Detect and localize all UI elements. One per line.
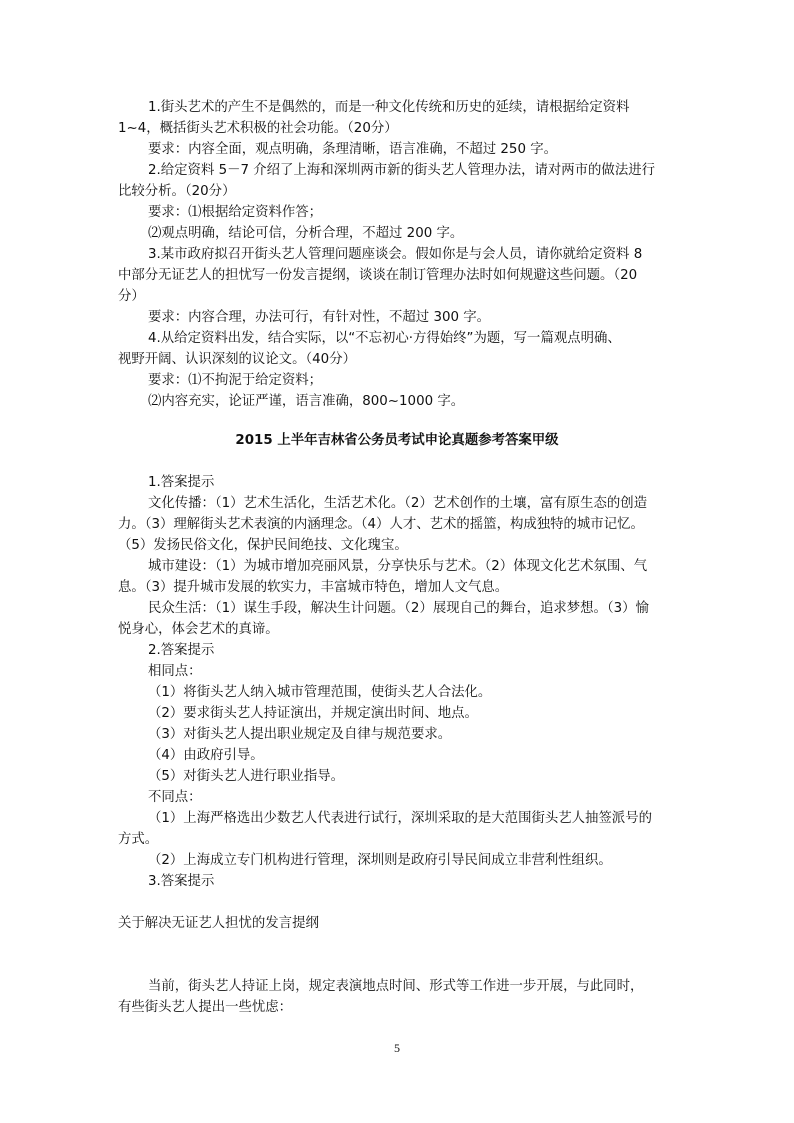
question-4-line-2: 视野开阔、认识深刻的议论文。（40分）	[118, 352, 356, 367]
question-2-requirement-2: ⑵观点明确，结论可信，分析合理，不超过 200 字。	[148, 226, 464, 241]
answer-1-people-line-2: 悦身心，体会艺术的真谛。	[118, 622, 279, 637]
answer-2-difference-1-line-2: 方式。	[118, 832, 159, 847]
answer-2-similarity-3: （3）对街头艺人提出职业规定及自律与规范要求。	[148, 727, 452, 742]
answer-1-city-line-1: 城市建设：（1）为城市增加亮丽风景，分享快乐与艺术。（2）体现文化艺术氛围、气	[148, 559, 648, 574]
answer-2-difference-2: （2）上海成立专门机构进行管理，深圳则是政府引导民间成立非营利性组织。	[148, 853, 612, 868]
question-4-requirement-1: 要求：⑴不拘泥于给定资料；	[148, 373, 323, 388]
answer-3-heading: 3.答案提示	[148, 874, 215, 889]
page-number: 5	[394, 1041, 400, 1055]
answer-1-culture-line-2: 力。（3）理解街头艺术表演的内涵理念。（4）人才、艺术的摇篮，构成独特的城市记忆。	[118, 517, 644, 532]
answer-1-culture-line-3: （5）发扬民俗文化，保护民间绝技、文化瑰宝。	[118, 538, 408, 553]
question-3-line-2: 中部分无证艺人的担忧写一份发言提纲，谈谈在制订管理办法时如何规避这些问题。（20	[118, 268, 638, 283]
question-2-requirement-1: 要求：⑴根据给定资料作答；	[148, 205, 323, 220]
question-4-requirement-2: ⑵内容充实，论证严谨，语言准确，800~1000 字。	[148, 394, 465, 409]
speech-body-line-1: 当前，街头艺人持证上岗，规定表演地点时间、形式等工作进一步开展，与此同时，	[148, 979, 644, 994]
question-3-line-1: 3.某市政府拟召开街头艺人管理问题座谈会。假如你是与会人员，请你就给定资料 8	[148, 247, 643, 262]
answer-2-similarity-2: （2）要求街头艺人持证演出，并规定演出时间、地点。	[148, 706, 478, 721]
question-1-line-2: 1~4，概括街头艺术积极的社会功能。（20分）	[118, 121, 398, 136]
question-1-line-1: 1.街头艺术的产生不是偶然的，而是一种文化传统和历史的延续，请根据给定资料	[148, 100, 630, 115]
answer-2-similarity-1: （1）将街头艺人纳入城市管理范围，使街头艺人合法化。	[148, 685, 492, 700]
answer-1-city-line-2: 息。（3）提升城市发展的软实力，丰富城市特色，增加人文气息。	[118, 580, 509, 595]
answer-2-differences-label: 不同点：	[148, 790, 202, 805]
question-3-requirement: 要求：内容合理，办法可行，有针对性，不超过 300 字。	[148, 310, 491, 325]
answer-2-similarity-4: （4）由政府引导。	[148, 748, 264, 763]
answer-2-difference-1-line-1: （1）上海严格选出少数艺人代表进行试行，深圳采取的是大范围街头艺人抽签派号的	[148, 811, 652, 826]
answer-section-title: 2015 上半年吉林省公务员考试申论真题参考答案甲级	[235, 433, 559, 448]
answer-1-culture-line-1: 文化传播：（1）艺术生活化，生活艺术化。（2）艺术创作的土壤，富有原生态的创造	[148, 496, 648, 511]
answer-1-people-line-1: 民众生活：（1）谋生手段，解决生计问题。（2）展现自己的舞台，追求梦想。（3）愉	[148, 601, 649, 616]
question-1-requirement: 要求：内容全面，观点明确，条理清晰，语言准确，不超过 250 字。	[148, 142, 558, 157]
answer-2-similarity-5: （5）对街头艺人进行职业指导。	[148, 769, 344, 784]
question-4-line-1: 4.从给定资料出发，结合实际，以“不忘初心·方得始终”为题，写一篇观点明确、	[148, 331, 621, 346]
answer-2-similarities-label: 相同点：	[148, 664, 202, 679]
question-3-line-3: 分）	[118, 289, 145, 304]
speech-body-line-2: 有些街头艺人提出一些忧虑：	[118, 1000, 293, 1015]
question-2-line-2: 比较分析。（20分）	[118, 184, 236, 199]
answer-1-heading: 1.答案提示	[148, 475, 215, 490]
question-2-line-1: 2.给定资料 5－7 介绍了上海和深圳两市新的街头艺人管理办法，请对两市的做法进行	[148, 163, 655, 178]
answer-2-heading: 2.答案提示	[148, 643, 215, 658]
speech-outline-title: 关于解决无证艺人担忧的发言提纲	[118, 916, 319, 931]
